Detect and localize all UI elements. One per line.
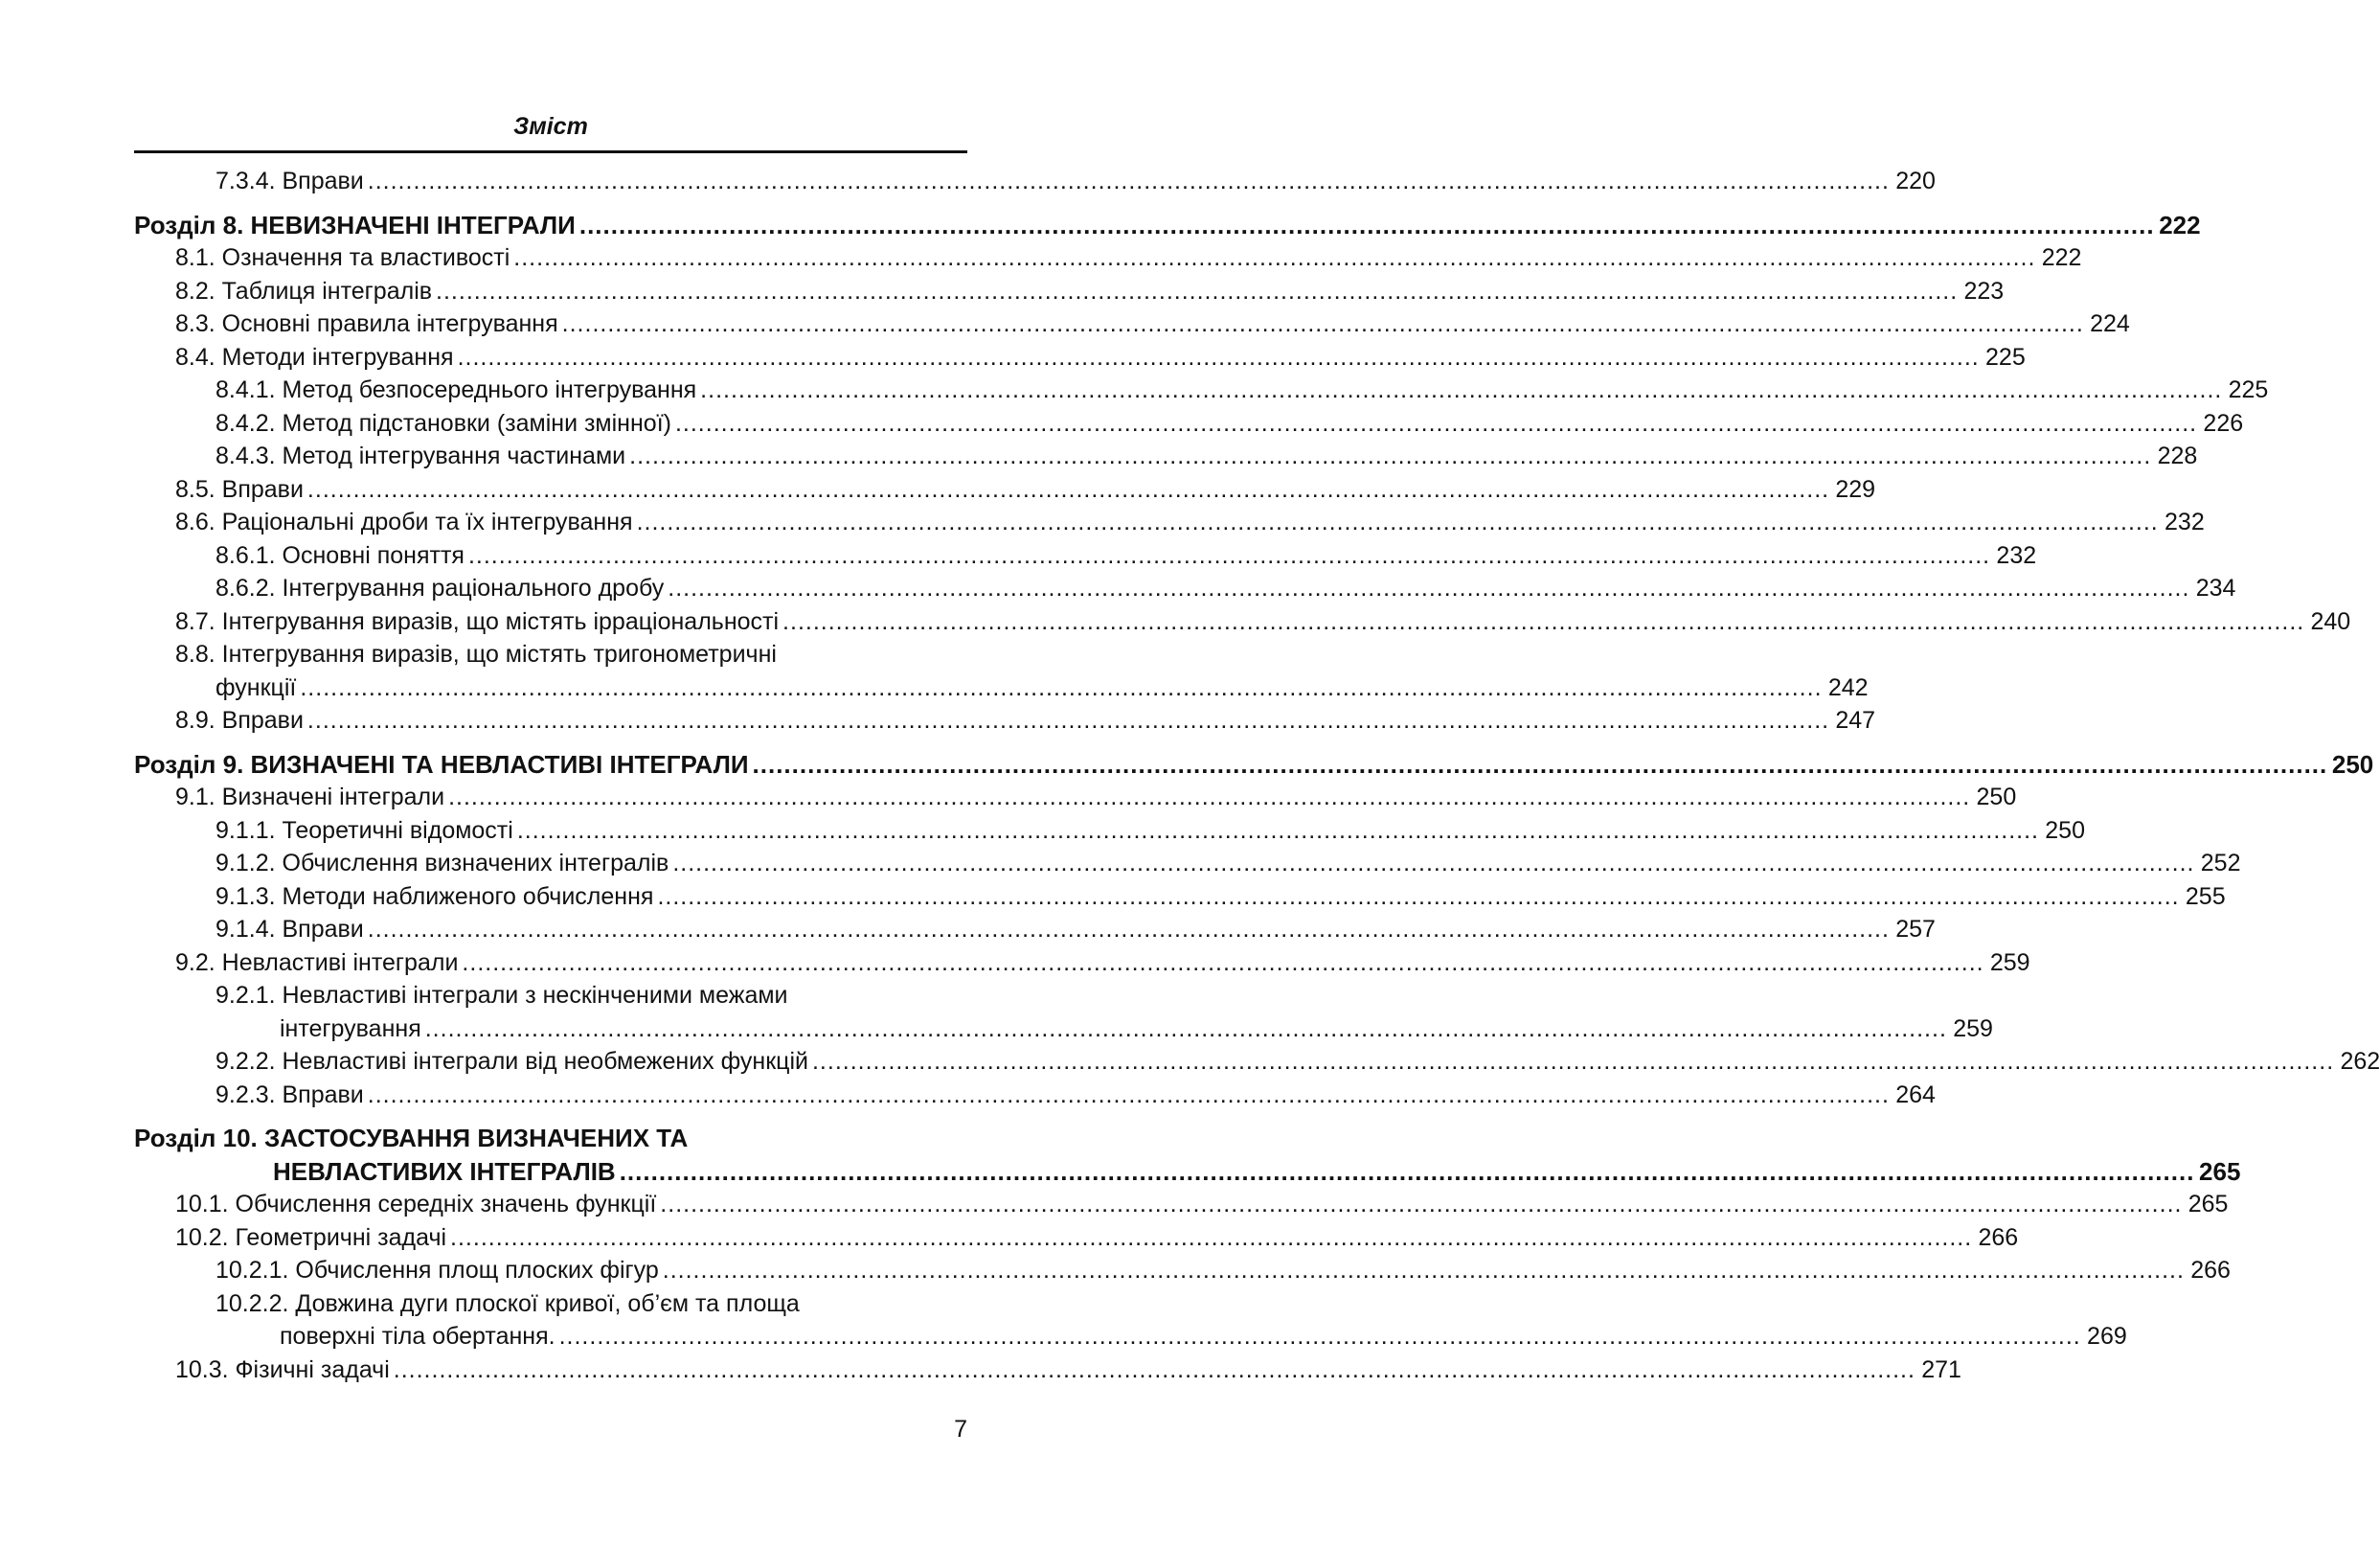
toc-entry-page: 247 [1835,707,1876,734]
toc-entry-page: 255 [2185,882,2226,910]
dot-leader: ........................................................................................................................................................................................................ [393,1355,1915,1383]
toc-entry-page: 224 [2090,310,2130,337]
toc-entry [134,1012,1993,1046]
toc-entry-page: 228 [2157,443,2198,469]
toc-entry [134,539,2037,573]
toc-entry [134,1287,967,1321]
dot-leader: ........................................................................................................................................................................................................ [662,1257,2185,1284]
dot-leader: ........................................................................................................................................................................................................ [457,343,1980,371]
toc-entry-title: НЕВЛАСТИВИХ ІНТЕГРАЛІВ [273,1156,616,1186]
toc-entry-title: 7.3.4. Вправи [215,168,364,194]
toc-entry-title: 9.1.2. Обчислення визначених інтегралів [215,850,669,876]
dot-leader: ........................................................................................................................................................................................................ [700,376,2223,403]
toc-entry-title: поверхні тіла обертання. [280,1323,555,1350]
dot-leader: ........................................................................................................................................................................................................ [558,1323,2081,1350]
dot-leader: ........................................................................................................................................................................................................ [513,244,2036,271]
toc-entry [134,748,2374,782]
toc-entry-title: 9.2.1. Невластиві інтеграли з нескінченими межами [215,982,788,1009]
toc-entry [134,814,2085,848]
toc-entry-page: 250 [2045,816,2085,844]
toc-entry [134,1155,2241,1189]
toc-entry-title: 8.1. Означення та властивості [175,244,510,271]
toc-entry-title: 8.5. Вправи [175,475,304,503]
toc-entry-title: 10.2.1. Обчислення площ плоских фігур [215,1257,659,1284]
toc-entry-page: 266 [1978,1223,2019,1251]
toc-entry-page: 265 [2187,1191,2229,1217]
toc-entry [134,946,2030,980]
dot-leader: ........................................................................................................................................................................................................ [636,509,2159,535]
toc-entry [134,605,2351,639]
dot-leader: ........................................................................................................................................................................................................ [450,1223,1973,1251]
dot-leader: ........................................................................................................................................................................................................ [811,1048,2335,1075]
dot-leader: ........................................................................................................................................................................................................ [516,816,2039,844]
toc-entry-title: 8.6.1. Основні поняття [215,541,465,569]
running-head: Зміст [513,113,588,140]
toc-entry-title: функції [215,673,297,701]
toc-entry-page: 242 [1827,673,1869,701]
dot-leader: ........................................................................................................................................................................................................ [306,707,1830,734]
toc-entry-page: 271 [1921,1355,1961,1383]
toc-entry [134,275,2005,308]
toc-entry [134,1188,2229,1221]
toc-entry [134,440,2198,473]
dot-leader: ........................................................................................................................................................................................................ [462,948,1984,976]
toc-entry-title: 9.2.2. Невластиві інтеграли від необмежених функцій [215,1048,808,1075]
toc-entry-page: 222 [2041,244,2082,271]
dot-leader: ........................................................................................................................................................................................................ [367,168,1890,194]
dot-leader: ........................................................................................................................................................................................................ [578,210,2155,239]
toc-entry-page: 225 [1985,343,2026,371]
toc-entry [134,572,2236,605]
toc-entry-title: 8.4.1. Метод безпосереднього інтегрування [215,376,697,403]
dot-leader: ........................................................................................................................................................................................................ [672,850,2195,876]
toc-entry-title: 9.1. Визначені інтеграли [175,784,445,810]
toc-entry-title: 10.1. Обчислення середніх значень функції [175,1191,657,1217]
toc-entry [134,341,2026,375]
toc-entry [134,1354,1961,1387]
toc-entry-title: 8.4.2. Метод підстановки (заміни змінної) [215,409,671,437]
toc-entry-title: Розділ 8. НЕВИЗНАЧЕНІ ІНТЕГРАЛИ [134,210,576,239]
toc-entry [134,1221,2019,1255]
dot-leader: ........................................................................................................................................................................................................ [436,277,1959,305]
toc-entry-page: 226 [2203,409,2244,437]
toc-entry-page: 252 [2200,850,2241,876]
toc-entry [134,1320,2127,1354]
dot-leader: ........................................................................................................................................................................................................ [629,443,2152,469]
toc-entry [134,374,2269,407]
toc-entry [134,704,1876,738]
toc-entry-page: 220 [1895,168,1936,194]
toc-entry [134,241,2082,275]
dot-leader: ........................................................................................................................................................................................................ [306,475,1830,503]
dot-leader: ........................................................................................................................................................................................................ [367,1081,1890,1108]
toc-entry-page: 222 [2159,210,2201,239]
toc-entry-page: 257 [1895,916,1936,943]
toc-entry-page: 259 [1953,1014,1993,1042]
toc-entry-title: 9.1.1. Теоретичні відомості [215,816,513,844]
toc-entry [134,165,1936,198]
toc-entry-page: 262 [2340,1048,2380,1075]
toc-entry-page: 265 [2199,1156,2241,1186]
toc-entry-page: 225 [2228,376,2269,403]
toc-entry-title: 8.8. Інтегрування виразів, що містять тригонометричні [175,641,777,668]
toc-entry [134,473,1876,507]
toc-entry [134,1045,2380,1079]
toc-entry [134,1122,967,1155]
dot-leader: ........................................................................................................................................................................................................ [674,409,2198,437]
toc-entry-title: 8.4. Методи інтегрування [175,343,454,371]
toc-entry-page: 259 [1989,948,2030,976]
toc-entry-title: 8.7. Інтегрування виразів, що містять ірраціональності [175,607,780,635]
toc-entry-page: 269 [2087,1323,2127,1350]
toc-entry-title: 9.2.3. Вправи [215,1081,364,1108]
toc-entry-title: 10.3. Фізичні задачі [175,1355,390,1383]
toc-entry [134,979,967,1012]
toc-entry-page: 232 [2165,509,2205,535]
dot-leader: ........................................................................................................................................................................................................ [668,575,2190,602]
dot-leader: ........................................................................................................................................................................................................ [300,673,1823,701]
dot-leader: ........................................................................................................................................................................................................ [782,607,2305,635]
toc-entry-title: Розділ 9. ВИЗНАЧЕНІ ТА НЕВЛАСТИВІ ІНТЕГРАЛИ [134,749,749,779]
toc-entry-page: 232 [1996,541,2037,569]
dot-leader: ........................................................................................................................................................................................................ [367,916,1890,943]
toc-entry-title: 8.2. Таблиця інтегралів [175,277,433,305]
toc-entry [134,307,2130,341]
toc-entry-page: 250 [2331,749,2374,779]
toc-entry [134,407,2244,441]
dot-leader: ........................................................................................................................................................................................................ [561,310,2084,337]
toc-entry [134,671,1869,705]
toc-entry-title: 9.2. Невластиві інтеграли [175,948,459,976]
toc-entry-title: 8.6.2. Інтегрування раціонального дробу [215,575,665,602]
toc-entry-title: 8.9. Вправи [175,707,304,734]
toc-entry-page: 250 [1976,784,2017,810]
dot-leader: ........................................................................................................................................................................................................ [424,1014,1947,1042]
toc-entry [134,847,2241,880]
dot-leader: ........................................................................................................................................................................................................ [448,784,1971,810]
toc-entry-title: 8.4.3. Метод інтегрування частинами [215,443,626,469]
toc-entry-title: Розділ 10. ЗАСТОСУВАННЯ ВИЗНАЧЕНИХ ТА [134,1124,689,1152]
toc-entry-title: 8.3. Основні правила інтегрування [175,310,558,337]
toc-entry [134,638,967,671]
toc-entry-page: 229 [1835,475,1876,503]
dot-leader: ........................................................................................................................................................................................................ [660,1191,2183,1217]
toc-entry-title: 9.1.3. Методи наближеного обчислення [215,882,654,910]
toc-entry-page: 240 [2310,607,2351,635]
toc-entry-title: 10.2. Геометричні задачі [175,1223,447,1251]
toc-entry [134,781,2017,814]
toc-entry [134,913,1936,946]
header-rule [134,150,967,153]
toc-entry [134,506,2205,539]
toc-entry-page: 234 [2195,575,2236,602]
toc-entry [134,1079,1936,1112]
toc-entry-title: інтегрування [280,1014,421,1042]
toc-entry-page: 266 [2190,1257,2231,1284]
table-of-contents [134,165,2380,1386]
dot-leader: ........................................................................................................................................................................................................ [657,882,2180,910]
dot-leader: ........................................................................................................................................................................................................ [752,749,2328,779]
toc-entry [134,880,2226,914]
toc-entry [134,1254,2231,1287]
toc-entry-title: 10.2.2. Довжина дуги плоскої кривої, об’єм та площа [215,1289,800,1317]
toc-entry-title: 9.1.4. Вправи [215,916,364,943]
toc-entry-page: 264 [1895,1081,1936,1108]
dot-leader: ........................................................................................................................................................................................................ [467,541,1991,569]
toc-entry [134,209,2201,242]
page-number: 7 [954,1416,967,1443]
toc-entry-title: 8.6. Раціональні дроби та їх інтегрування [175,509,633,535]
toc-entry-page: 223 [1963,277,2005,305]
dot-leader: ........................................................................................................................................................................................................ [619,1156,2195,1186]
